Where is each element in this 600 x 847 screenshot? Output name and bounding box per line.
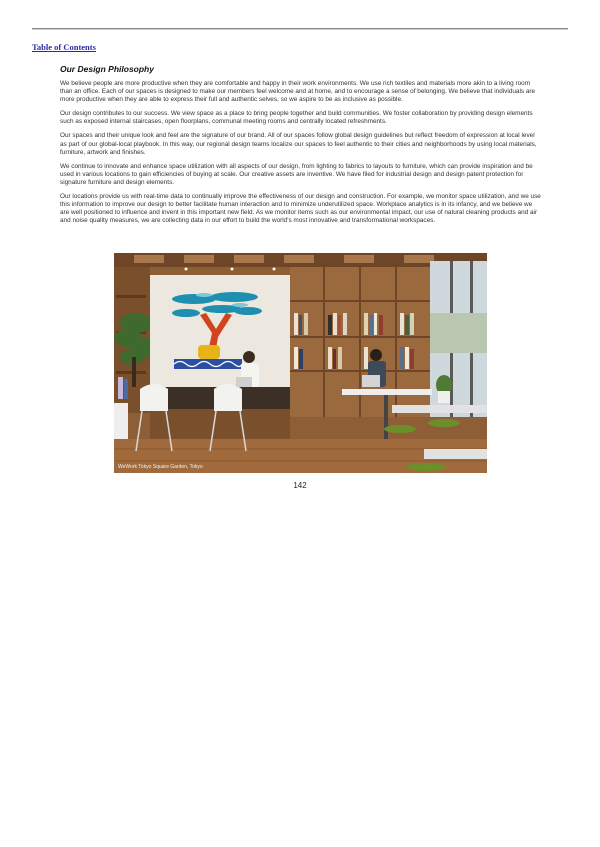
paragraph: We continue to innovate and enhance space utilization with all aspects of our design, from lighting to fabrics to layouts to furniture, which can provide inspiration and be used in various locations to gain efficiencies of buying at scale. Our creative assets are inventive. We have filed for industrial design and design patent protection for signature furniture and design elements.	[60, 162, 533, 186]
top-rule	[32, 28, 568, 30]
main-content	[60, 64, 542, 231]
paragraph: We believe people are more productive when they are comfortable and happy in their work environments. We use rich textiles and materials more akin to a living room than an office. Each of our spaces is designed to make our members feel welcome and at home, and to encourage a sense of belonging. We believe that individuals are more productive when they are able to express their full and authentic selves, so we aspire to be as inclusive as possible.	[60, 80, 536, 104]
paragraph: Our locations provide us with real-time data to continually improve the effectiveness of our design and construction. For example, we monitor space utilization, and we use this information to improve our design to better facilitate human interaction and to minimize underutilized space. Workplace analytics is in its infancy, and we believe we are well positioned to influence and invent in this important new field. As we monitor items such as our environmental impact, our use of natural cleaning products and air and noise quality measures, we are collecting data in our effort to build the world's most innovative and transformational workspaces.	[60, 193, 541, 225]
page-number: 142	[293, 481, 307, 490]
office-photo	[114, 253, 487, 473]
section-title: Our Design Philosophy	[60, 64, 154, 74]
office-photo-illustration	[114, 253, 487, 473]
paragraph: Our spaces and their unique look and feel are the signature of our brand. All of our spaces follow global design guidelines but reflect freedom of expression at local level as part of our global-local playbook. In this way, our regional design teams localize our spaces to feel authentic to their cities and neighborhoods by using local materials, furniture, artwork and finishes.	[60, 132, 537, 156]
photo-caption: WeWork Tokyo Square Garden, Tokyo	[118, 464, 203, 470]
paragraph: Our design contributes to our success. We view space as a place to bring people together and build communities. We foster collaboration by providing design elements such as exposed internal staircases, open floorplans, communal meeting rooms and centrally located refreshments.	[60, 110, 533, 126]
table-of-contents-link[interactable]: Table of Contents	[32, 42, 96, 52]
